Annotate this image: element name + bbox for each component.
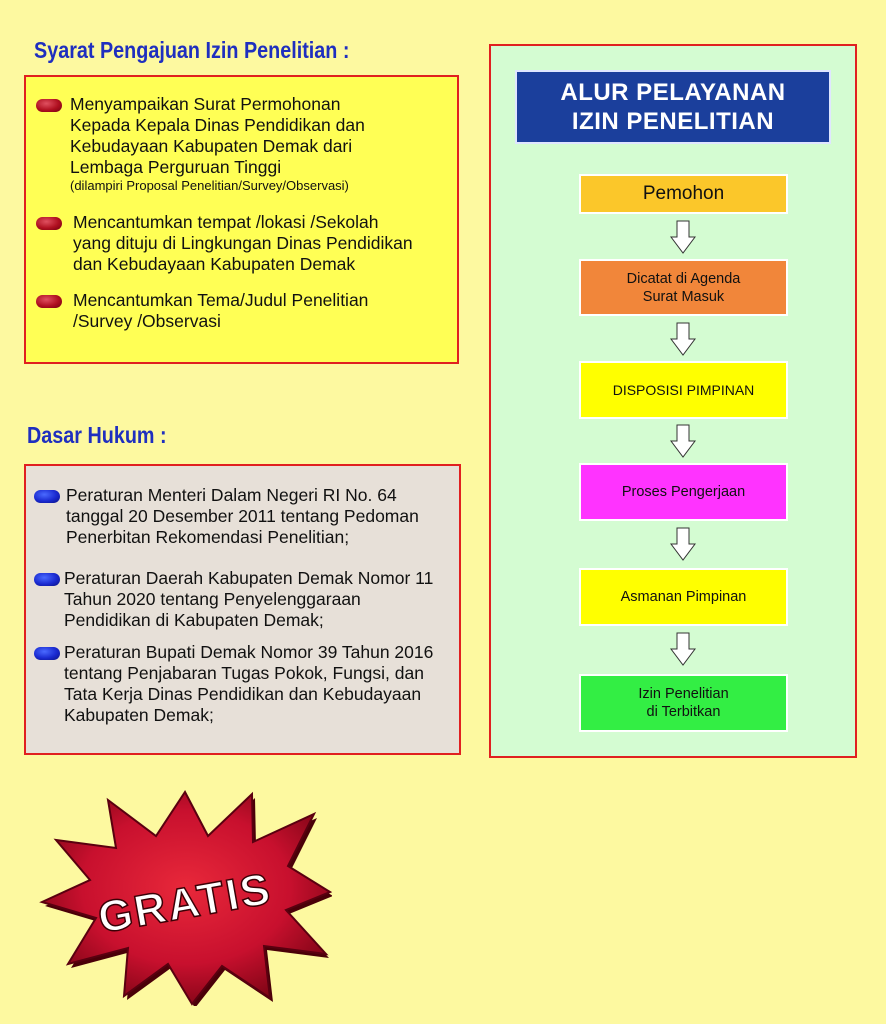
requirement-note: (dilampiri Proposal Penelitian/Survey/Observasi) bbox=[70, 178, 349, 193]
down-arrow-icon bbox=[670, 632, 696, 666]
bullet-icon bbox=[34, 490, 60, 503]
flow-title bbox=[515, 70, 831, 144]
flow-step-applicant: Pemohon bbox=[579, 174, 788, 214]
bullet-icon bbox=[34, 573, 60, 586]
down-arrow-icon bbox=[670, 424, 696, 458]
flow-step-approval: Asmanan Pimpinan bbox=[579, 568, 788, 626]
flow-step-registered: Dicatat di Agenda Surat Masuk bbox=[579, 259, 788, 316]
bullet-icon bbox=[36, 295, 62, 308]
requirements-panel bbox=[24, 75, 459, 364]
flow-title-line: IZIN PENELITIAN bbox=[571, 108, 775, 135]
flow-step-disposition: DISPOSISI PIMPINAN bbox=[579, 361, 788, 419]
legal-basis-text: Peraturan Bupati Demak Nomor 39 Tahun 2016 tentang Penjabaran Tugas Pokok, Fungsi, dan Tata Kerja Dinas Pendidikan dan Kebudayaan Kabupaten Demak; bbox=[64, 642, 434, 725]
requirements-heading: Syarat Pengajuan Izin Penelitian : bbox=[34, 37, 350, 63]
bullet-icon bbox=[36, 99, 62, 112]
requirement-text: Menyampaikan Surat Permohonan Kepada Kepala Dinas Pendidikan dan Kebudayaan Kabupaten Demak dari Lembaga Perguruan Tinggi bbox=[70, 94, 365, 177]
down-arrow-icon bbox=[670, 220, 696, 254]
legal-basis-text: Peraturan Daerah Kabupaten Demak Nomor 11 Tahun 2020 tentang Penyelenggaraan Pendidikan di Kabupaten Demak; bbox=[64, 568, 434, 630]
flow-step-issued: Izin Penelitian di Terbitkan bbox=[579, 674, 788, 732]
gratis-label: GRATIS bbox=[94, 864, 276, 943]
flow-step-processing: Proses Pengerjaan bbox=[579, 463, 788, 521]
bullet-icon bbox=[34, 647, 60, 660]
gratis-badge bbox=[38, 784, 332, 1006]
flow-title-line: ALUR PELAYANAN bbox=[560, 79, 786, 106]
requirement-text: Mencantumkan tempat /lokasi /Sekolah yang dituju di Lingkungan Dinas Pendidikan dan Kebudayaan Kabupaten Demak bbox=[73, 212, 413, 274]
down-arrow-icon bbox=[670, 527, 696, 561]
legal-basis-panel bbox=[24, 464, 461, 755]
legal-basis-text: Peraturan Menteri Dalam Negeri RI No. 64 tanggal 20 Desember 2011 tentang Pedoman Penerbitan Rekomendasi Penelitian; bbox=[66, 485, 419, 547]
service-flow-panel bbox=[489, 44, 857, 758]
legal-basis-heading: Dasar Hukum : bbox=[27, 422, 167, 448]
requirement-text: Mencantumkan Tema/Judul Penelitian /Survey /Observasi bbox=[73, 290, 369, 331]
bullet-icon bbox=[36, 217, 62, 230]
down-arrow-icon bbox=[670, 322, 696, 356]
